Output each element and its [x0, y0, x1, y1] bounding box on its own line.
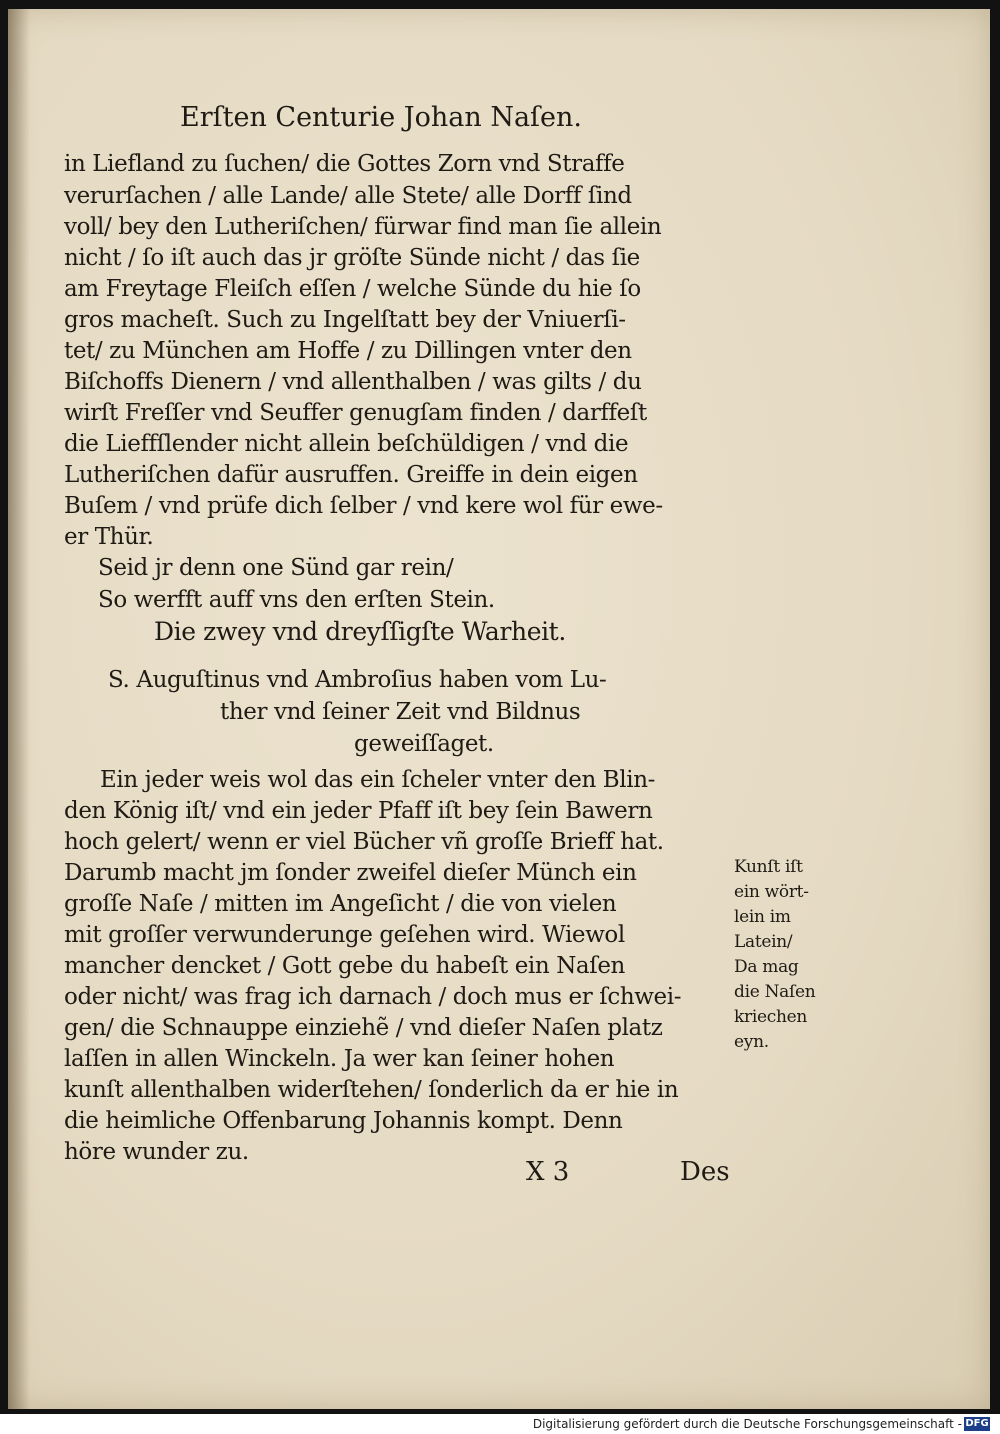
chapter-title: Die zwey vnd dreyſſigſte Warheit. — [154, 617, 566, 646]
verse-line: So werfft auff vns den erſten Stein. — [98, 587, 495, 613]
marginal-note-line: die Naſen — [734, 982, 816, 1002]
body-line: am Freytage Fleiſch eſſen / welche Sünde du hie ſo — [64, 276, 641, 302]
catchword: Des — [680, 1157, 730, 1187]
body-line: Buſem / vnd prüfe dich ſelber / vnd kere wol für ewe- — [64, 493, 663, 519]
main-line: den König iſt/ vnd ein jeder Pfaff iſt bey ſein Bawern — [64, 798, 653, 824]
body-line: verurſachen / alle Lande/ alle Stete/ alle Dorff ſind — [64, 183, 632, 209]
body-line: Biſchoffs Dienern / vnd allenthalben / was gilts / du — [64, 369, 642, 395]
body-line: gros macheſt. Such zu Ingelſtatt bey der Vniuerſi- — [64, 307, 626, 333]
summary-line: ther vnd ſeiner Zeit vnd Bildnus — [220, 699, 581, 725]
body-line: in Liefland zu ſuchen/ die Gottes Zorn vnd Straffe — [64, 151, 625, 177]
main-line: laſſen in allen Winckeln. Ja wer kan ſeiner hohen — [64, 1046, 615, 1072]
main-line: höre wunder zu. — [64, 1139, 249, 1165]
body-line: nicht / ſo iſt auch das jr gröſte Sünde nicht / das ſie — [64, 245, 640, 271]
body-line: wirſt Freſſer vnd Seuffer genugſam finden / darffeſt — [64, 400, 647, 426]
main-line: groſſe Naſe / mitten im Angeſicht / die von vielen — [64, 891, 617, 917]
body-line: die Lieffſlender nicht allein beſchüldigen / vnd die — [64, 431, 629, 457]
main-line: Darumb macht jm ſonder zweifel dieſer Münch ein — [64, 860, 637, 886]
main-line: mit groſſer verwunderunge geſehen wird. Wiewol — [64, 922, 625, 948]
running-head: Erſten Centurie Johan Naſen. — [180, 102, 582, 133]
digitization-credit: Digitalisierung gefördert durch die Deutsche Forschungsgemeinschaft - — [532, 1417, 962, 1431]
body-line: er Thür. — [64, 524, 154, 550]
verse-line: Seid jr denn one Sünd gar rein/ — [98, 555, 454, 581]
marginal-note-line: Da mag — [734, 957, 799, 977]
main-line: mancher dencket / Gott gebe du habeſt ein Naſen — [64, 953, 625, 979]
main-line: Ein jeder weis wol das ein ſcheler vnter den Blin- — [100, 767, 655, 793]
marginal-note-line: eyn. — [734, 1032, 769, 1052]
marginal-note-line: ein wört- — [734, 882, 809, 902]
dfg-logo: DFG — [965, 1418, 989, 1429]
main-line: gen/ die Schnauppe einziehẽ / vnd dieſer Naſen platz — [64, 1015, 663, 1041]
main-line: oder nicht/ was frag ich darnach / doch mus er ſchwei- — [64, 984, 682, 1010]
summary-line: S. Auguſtinus vnd Ambroſius haben vom Lu- — [108, 667, 607, 693]
marginal-note-line: lein im — [734, 907, 791, 927]
signature-mark: X 3 — [526, 1157, 570, 1187]
main-line: hoch gelert/ wenn er viel Bücher vñ groſſe Brieff hat. — [64, 829, 664, 855]
marginal-note-line: Kunſt iſt — [734, 857, 803, 877]
summary-line: geweiſſaget. — [354, 731, 494, 757]
marginal-note-line: kriechen — [734, 1007, 808, 1027]
book-page — [8, 9, 990, 1409]
main-line: kunſt allenthalben widerſtehen/ ſonderlich da er hie in — [64, 1077, 679, 1103]
body-line: voll/ bey den Lutheriſchen/ fürwar find man ſie allein — [64, 214, 662, 240]
body-line: tet/ zu München am Hoffe / zu Dillingen vnter den — [64, 338, 632, 364]
main-line: die heimliche Offenbarung Johannis kompt. Denn — [64, 1108, 623, 1134]
marginal-note-line: Latein/ — [734, 932, 793, 952]
gutter-shadow — [8, 9, 30, 1409]
body-line: Lutheriſchen dafür ausruffen. Greiffe in dein eigen — [64, 462, 638, 488]
